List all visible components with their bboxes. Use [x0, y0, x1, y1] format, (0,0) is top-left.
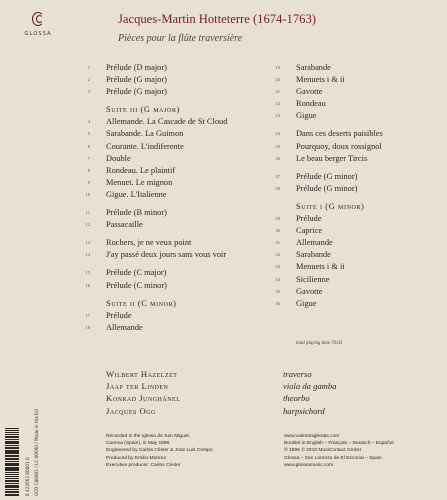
track-row	[85, 237, 268, 249]
track-number: 28	[275, 185, 280, 191]
album-subtitle: Pièces pour la flûte traversière	[118, 33, 243, 44]
performer-name: Jaap ter Linden	[106, 381, 169, 392]
track-row	[275, 141, 438, 153]
track-row	[275, 98, 438, 110]
recording-line: Recorded in the Iglesia de San Miguel,	[106, 434, 191, 439]
track-row	[275, 171, 438, 183]
track-row	[275, 237, 438, 249]
performer-row	[106, 380, 436, 392]
recording-info	[106, 433, 281, 469]
track-number: 10	[85, 191, 90, 197]
track-number: 29	[275, 216, 280, 222]
track-title: Gavotte	[296, 286, 323, 296]
track-row	[275, 261, 438, 273]
track-title: Gigue	[296, 298, 317, 308]
barcode-bar	[5, 491, 19, 493]
track-row	[275, 183, 438, 195]
track-row	[87, 128, 268, 140]
track-title: Rondeau. Le plaintif	[106, 165, 176, 175]
barcode-bar	[5, 464, 19, 466]
barcode-bar	[5, 461, 19, 462]
catalog-line: GCD C80801 / LC 00690 / Made in the EU	[34, 409, 39, 496]
performer-name: Wilbert Hazelzet	[106, 369, 178, 379]
track-title: Sicilienne	[296, 274, 330, 284]
track-title: Prélude	[106, 310, 132, 320]
track-row	[87, 86, 268, 98]
track-title: Gigue	[296, 111, 317, 121]
barcode-number: 8 424562 80801 0	[25, 457, 30, 496]
recording-line: Engineered by Carlos Céster & José Luis Crespo	[106, 448, 213, 454]
recording-line: Cuenca (Spain), in May 1996	[106, 441, 170, 447]
track-title: Menuets i & ii	[296, 262, 345, 272]
barcode-bar	[5, 495, 19, 496]
track-row	[275, 274, 438, 286]
track-number: 13	[85, 240, 90, 246]
performer-row	[106, 392, 436, 404]
track-number: 25	[275, 143, 280, 149]
track-title: Courante. L'indiferente	[106, 141, 184, 151]
performer-row	[106, 368, 436, 380]
track-number: 6	[87, 143, 90, 149]
barcode-bar	[5, 474, 19, 476]
track-number: 2	[87, 77, 90, 83]
barcode-bar	[5, 430, 19, 432]
track-title: Prélude (G minor)	[296, 171, 358, 181]
track-row	[85, 322, 268, 334]
track-number: 17	[85, 312, 90, 318]
performer-instrument: traverso	[283, 369, 312, 379]
logo-text: GLOSSA	[24, 31, 52, 37]
track-row	[87, 74, 268, 86]
track-title: Sarabande	[296, 250, 331, 260]
track-row	[87, 141, 268, 153]
track-number: 34	[275, 276, 280, 282]
track-number: 15	[85, 270, 90, 276]
track-title: Menuet. Le mignon	[106, 177, 173, 187]
track-title: Prélude (G major)	[106, 75, 167, 85]
track-title: Allemande. La Cascade de St Cloud	[106, 117, 228, 127]
track-row	[275, 110, 438, 122]
track-number: 36	[275, 300, 280, 306]
track-row	[87, 62, 268, 74]
barcode-bar	[5, 487, 19, 488]
suite-title: Suite ii (C minor)	[106, 298, 177, 308]
track-title: Allemande	[106, 322, 143, 332]
suite-heading	[98, 104, 268, 116]
track-row	[275, 298, 438, 310]
track-row	[275, 249, 438, 261]
track-row	[275, 225, 438, 237]
track-number: 31	[275, 240, 280, 246]
track-title: Sarabande. La Guimon	[106, 129, 184, 139]
album-title: Jacques-Martin Hotteterre (1674-1763)	[118, 12, 316, 26]
suite-heading	[288, 201, 438, 213]
track-title: Prélude	[296, 214, 322, 224]
track-title: Prélude (D major)	[106, 63, 167, 72]
track-number: 19	[275, 65, 280, 70]
track-number: 26	[275, 155, 280, 161]
track-title: Le beau berger Tircis	[296, 153, 368, 163]
track-title: Allemande	[296, 238, 333, 248]
track-number: 27	[275, 173, 280, 179]
tracklist-left	[85, 62, 268, 334]
suite-heading	[98, 298, 268, 310]
track-title: Rondeau	[296, 99, 326, 109]
track-number: 14	[85, 252, 90, 258]
track-number: 5	[87, 131, 90, 137]
track-title: Caprice	[296, 226, 323, 236]
barcode-bar	[5, 451, 19, 454]
performer-instrument: harpsichord	[283, 405, 325, 416]
performer-name: Jacques Ogg	[106, 405, 156, 416]
performer-row	[106, 405, 436, 417]
track-row	[85, 189, 268, 201]
barcode-bar	[5, 434, 19, 435]
suite-title: Suite i (G minor)	[296, 201, 365, 211]
track-row	[87, 153, 268, 165]
track-row	[275, 86, 438, 98]
track-row	[87, 116, 268, 128]
track-number: 32	[275, 252, 280, 258]
barcode-bar	[5, 436, 19, 439]
track-title: Pourquoy, doux rossignol	[296, 141, 382, 151]
track-title: Gavotte	[296, 87, 323, 97]
barcode-bar	[5, 480, 19, 483]
barcode-bar	[5, 470, 19, 471]
glossa-logo-icon	[31, 12, 45, 26]
track-row	[85, 267, 268, 279]
track-title: Prélude (C major)	[106, 268, 167, 278]
publisher-info	[284, 433, 444, 469]
track-title: Menuets i & ii	[296, 75, 345, 85]
track-number: 4	[87, 119, 90, 125]
track-row	[275, 213, 438, 225]
publisher-line: ℗ 1996 © 2010 MusiContact GmbH	[284, 448, 362, 454]
track-number: 22	[275, 101, 280, 107]
performer-instrument: viola da gamba	[283, 381, 337, 392]
barcode-bar	[5, 456, 19, 457]
track-number: 9	[87, 179, 90, 185]
performer-instrument: theorbo	[283, 393, 310, 404]
track-title: Rochers, je ne veux point	[106, 238, 192, 248]
track-number: 21	[275, 89, 280, 95]
track-number: 16	[85, 282, 90, 288]
catalog-caption	[31, 409, 41, 496]
track-number: 11	[85, 210, 90, 216]
track-row	[275, 286, 438, 298]
track-number: 8	[87, 167, 90, 173]
track-title: Prélude (B minor)	[106, 208, 167, 218]
track-number: 1	[87, 65, 90, 70]
track-row	[85, 249, 268, 261]
track-title: Prélude (C minor)	[106, 280, 167, 290]
track-row	[87, 177, 268, 189]
track-number: 33	[275, 264, 280, 270]
tracklist-right	[275, 62, 438, 310]
barcode-bar	[5, 483, 19, 484]
track-title: Sarabande	[296, 63, 331, 72]
track-row	[85, 219, 268, 231]
performers-list	[106, 368, 436, 417]
barcode-bar	[5, 478, 19, 479]
publisher-line: Glossa – San Lorenzo de El Escorial – Spain	[284, 455, 382, 461]
suite-title: Suite iii (G major)	[106, 105, 180, 115]
track-row	[275, 62, 438, 74]
track-title: Passacaille	[106, 220, 143, 230]
track-number: 18	[85, 324, 90, 330]
track-row	[275, 128, 438, 140]
barcode-bar	[5, 439, 19, 440]
barcode-bar	[5, 447, 19, 449]
track-number: 24	[275, 131, 280, 137]
track-number: 30	[275, 228, 280, 234]
publisher-line: www.valentiniglesias.com	[284, 434, 340, 439]
track-row	[275, 74, 438, 86]
glossa-logo	[20, 12, 56, 37]
track-number: 3	[87, 89, 90, 95]
barcode	[5, 428, 19, 497]
track-number: 23	[275, 113, 280, 119]
track-row	[87, 165, 268, 177]
track-row	[275, 153, 438, 165]
barcode-bar	[5, 443, 19, 444]
track-title: Dans ces deserts paisibles	[296, 129, 383, 139]
track-row	[85, 207, 268, 219]
total-playing-time: total playing time 76:03	[296, 341, 343, 346]
track-title: J'ay passé deux jours sans vous voir	[106, 250, 227, 260]
track-number: 35	[275, 288, 280, 294]
track-row	[85, 310, 268, 322]
track-row	[85, 280, 268, 292]
track-title: Prélude (G major)	[106, 87, 167, 97]
track-title: Prélude (G minor)	[296, 183, 358, 193]
publisher-line: www.glossamusic.com	[284, 462, 334, 468]
barcode-bar	[5, 467, 19, 470]
recording-line: Produced by Emilio Moreno	[106, 455, 167, 461]
track-title: Gigue. L'Italienne	[106, 189, 167, 199]
performer-name: Konrad Junghänel	[106, 393, 181, 404]
track-number: 12	[85, 222, 90, 228]
track-number: 7	[87, 155, 90, 161]
track-title: Double	[106, 153, 131, 163]
publisher-line: Booklet in English – Français – Deutsch – Español	[284, 441, 394, 447]
track-number: 20	[275, 77, 280, 83]
recording-line: Executive producer: Carlos Céster	[106, 462, 181, 468]
